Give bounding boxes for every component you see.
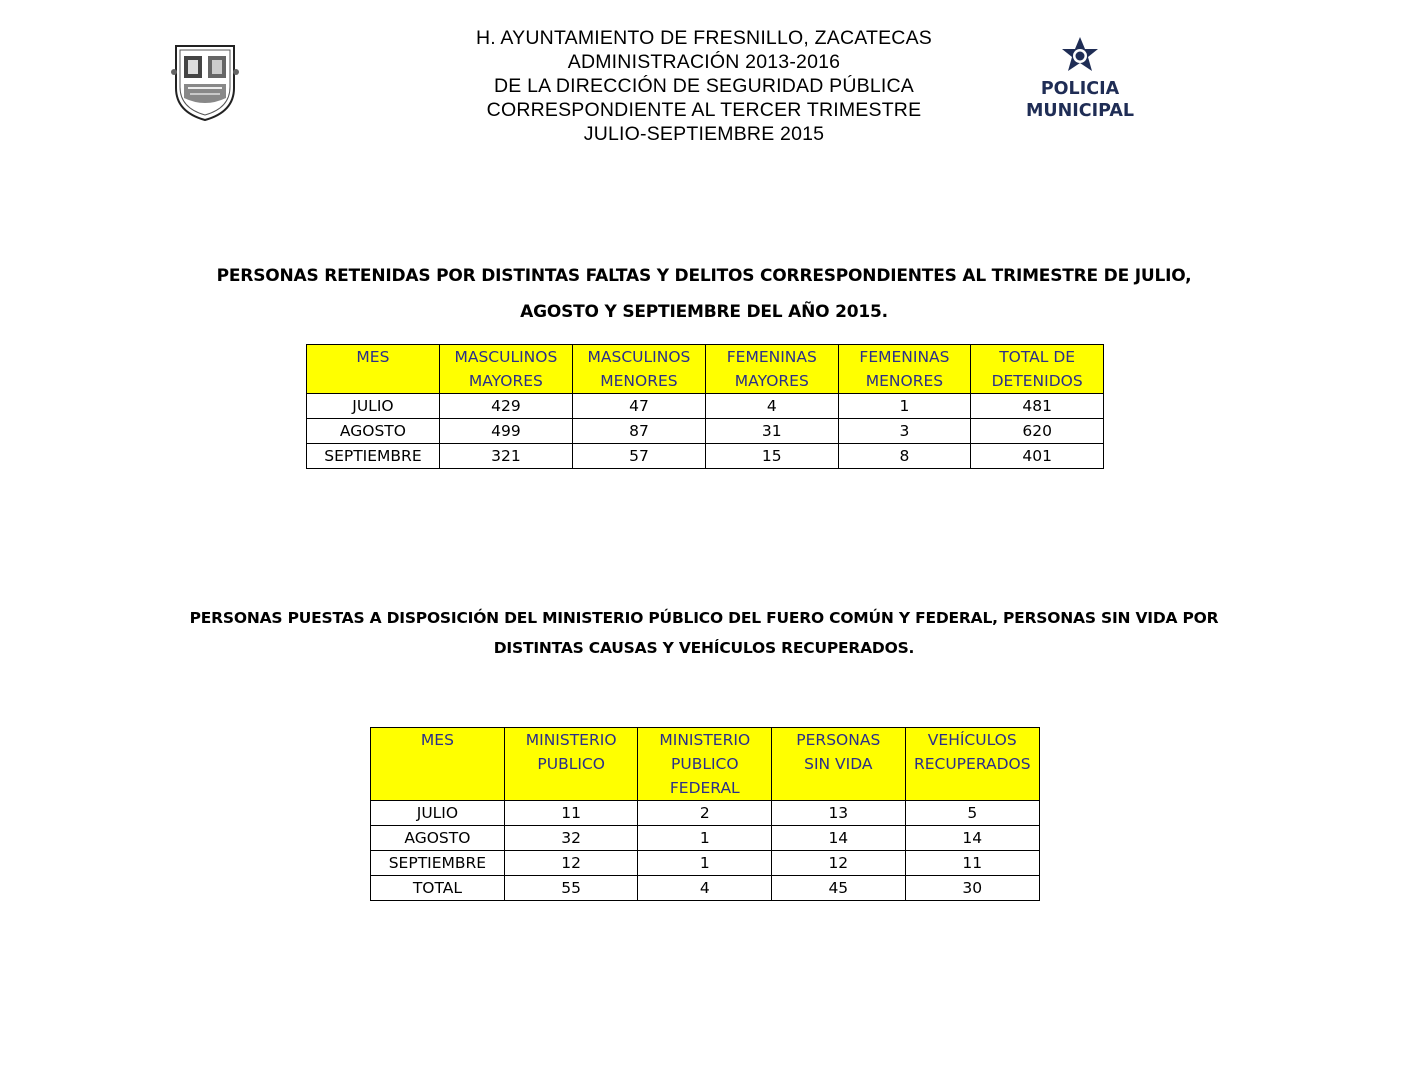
table-cell: 2 (638, 801, 772, 826)
column-header: FEMENINAS MENORES (838, 345, 971, 394)
table-cell: 12 (504, 851, 638, 876)
section1-title (100, 258, 1308, 330)
section2-title-line: DISTINTAS CAUSAS Y VEHÍCULOS RECUPERADOS. (493, 639, 915, 657)
table-cell: 5 (905, 801, 1039, 826)
header-line: JULIO-SEPTIEMBRE 2015 (583, 123, 825, 145)
police-logo-line: POLICIA (1040, 79, 1120, 99)
table-cell: 31 (705, 419, 838, 444)
municipal-crest-icon (170, 42, 240, 122)
ministry-table (370, 727, 1040, 901)
header-line: CORRESPONDIENTE AL TERCER TRIMESTRE (486, 99, 922, 121)
header-line: H. AYUNTAMIENTO DE FRESNILLO, ZACATECAS (475, 27, 932, 49)
table-cell: JULIO (371, 801, 505, 826)
police-logo (1018, 36, 1142, 132)
table-row (371, 851, 1040, 876)
section1-title-line: AGOSTO Y SEPTIEMBRE DEL AÑO 2015. (520, 302, 888, 322)
table-cell: 14 (772, 826, 905, 851)
table-row (307, 419, 1104, 444)
table-cell: 55 (504, 876, 638, 901)
table-cell: 11 (905, 851, 1039, 876)
table-cell: 13 (772, 801, 905, 826)
table-cell: 87 (572, 419, 705, 444)
column-header: MASCULINOS MENORES (572, 345, 705, 394)
table-cell: 45 (772, 876, 905, 901)
column-header: MINISTERIO PUBLICO (504, 728, 638, 801)
table-row (371, 876, 1040, 901)
table-cell: AGOSTO (371, 826, 505, 851)
table-cell: 30 (905, 876, 1039, 901)
document-header (300, 26, 1108, 146)
column-header: MINISTERIO PUBLICO FEDERAL (638, 728, 772, 801)
police-star-icon (1060, 36, 1100, 78)
table-cell: 620 (971, 419, 1104, 444)
table-row (307, 444, 1104, 469)
table-header-row (307, 345, 1104, 394)
table-cell: JULIO (307, 394, 440, 419)
table-cell: 481 (971, 394, 1104, 419)
column-header: MES (371, 728, 505, 801)
section2-title (100, 603, 1308, 663)
table-cell: 11 (504, 801, 638, 826)
column-header: TOTAL DE DETENIDOS (971, 345, 1104, 394)
header-line: ADMINISTRACIÓN 2013-2016 (567, 51, 841, 73)
column-header: VEHÍCULOS RECUPERADOS (905, 728, 1039, 801)
table-header-row (371, 728, 1040, 801)
table-cell: SEPTIEMBRE (307, 444, 440, 469)
column-header: PERSONAS SIN VIDA (772, 728, 905, 801)
table-cell: 15 (705, 444, 838, 469)
table-cell: 3 (838, 419, 971, 444)
column-header: MASCULINOS MAYORES (439, 345, 572, 394)
section1-title-line: PERSONAS RETENIDAS POR DISTINTAS FALTAS Y DELITOS CORRESPONDIENTES AL TRIMESTRE DE JULIO, (216, 266, 1192, 286)
table-row (371, 826, 1040, 851)
table-cell: 14 (905, 826, 1039, 851)
table-cell: 4 (705, 394, 838, 419)
table-cell: 499 (439, 419, 572, 444)
column-header: MES (307, 345, 440, 394)
table-cell: 1 (638, 851, 772, 876)
table-cell: 4 (638, 876, 772, 901)
header-line: DE LA DIRECCIÓN DE SEGURIDAD PÚBLICA (493, 75, 915, 97)
table-cell: 429 (439, 394, 572, 419)
table-cell: 1 (838, 394, 971, 419)
detainees-table (306, 344, 1104, 469)
table-row (371, 801, 1040, 826)
table-cell: AGOSTO (307, 419, 440, 444)
table-cell: 47 (572, 394, 705, 419)
table-cell: 401 (971, 444, 1104, 469)
table-cell: SEPTIEMBRE (371, 851, 505, 876)
table-cell: 321 (439, 444, 572, 469)
table-cell: 57 (572, 444, 705, 469)
column-header: FEMENINAS MAYORES (705, 345, 838, 394)
table-cell: 12 (772, 851, 905, 876)
table-cell: 8 (838, 444, 971, 469)
police-logo-line: MUNICIPAL (1025, 101, 1135, 121)
table-cell: 1 (638, 826, 772, 851)
table-cell: TOTAL (371, 876, 505, 901)
section2-title-line: PERSONAS PUESTAS A DISPOSICIÓN DEL MINISTERIO PÚBLICO DEL FUERO COMÚN Y FEDERAL, PERSONAS SIN VIDA POR (189, 609, 1219, 627)
table-row (307, 394, 1104, 419)
table-cell: 32 (504, 826, 638, 851)
